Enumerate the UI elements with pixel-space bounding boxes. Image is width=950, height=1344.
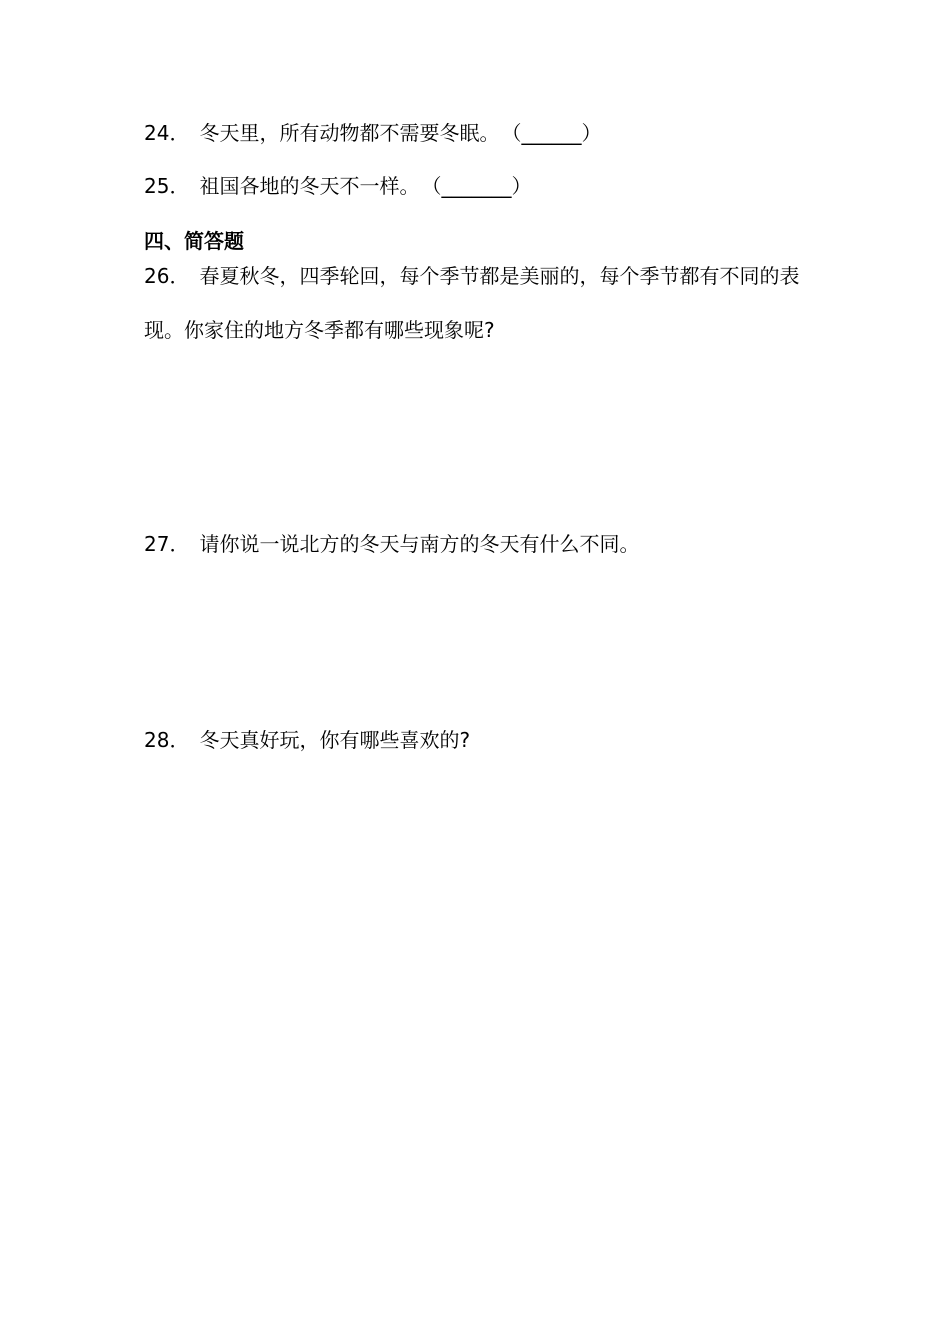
question-number: 28．	[144, 728, 190, 752]
question-text: 冬天里，所有动物都不需要冬眠。	[199, 121, 500, 145]
question-number: 27．	[144, 532, 190, 556]
question-28	[144, 726, 470, 754]
question-24	[144, 119, 601, 147]
question-26-line-1	[144, 262, 799, 290]
question-text: 春夏秋冬，四季轮回，每个季节都是美丽的，每个季节都有不同的表	[199, 264, 800, 288]
question-text: 冬天真好玩，你有哪些喜欢的?	[199, 728, 471, 752]
question-26-line-2: 现。你家住的地方冬季都有哪些现象呢?	[144, 318, 495, 342]
question-text: 请你说一说北方的冬天与南方的冬天有什么不同。	[199, 532, 640, 556]
question-25	[144, 172, 531, 200]
answer-blank[interactable]: （_______）	[431, 174, 532, 198]
question-number: 24．	[144, 121, 190, 145]
question-number: 25．	[144, 174, 190, 198]
section-title: 四、简答题	[144, 229, 244, 253]
question-27	[144, 530, 639, 558]
answer-blank[interactable]: （______）	[511, 121, 602, 145]
question-number: 26．	[144, 264, 190, 288]
question-text: 祖国各地的冬天不一样。	[199, 174, 420, 198]
